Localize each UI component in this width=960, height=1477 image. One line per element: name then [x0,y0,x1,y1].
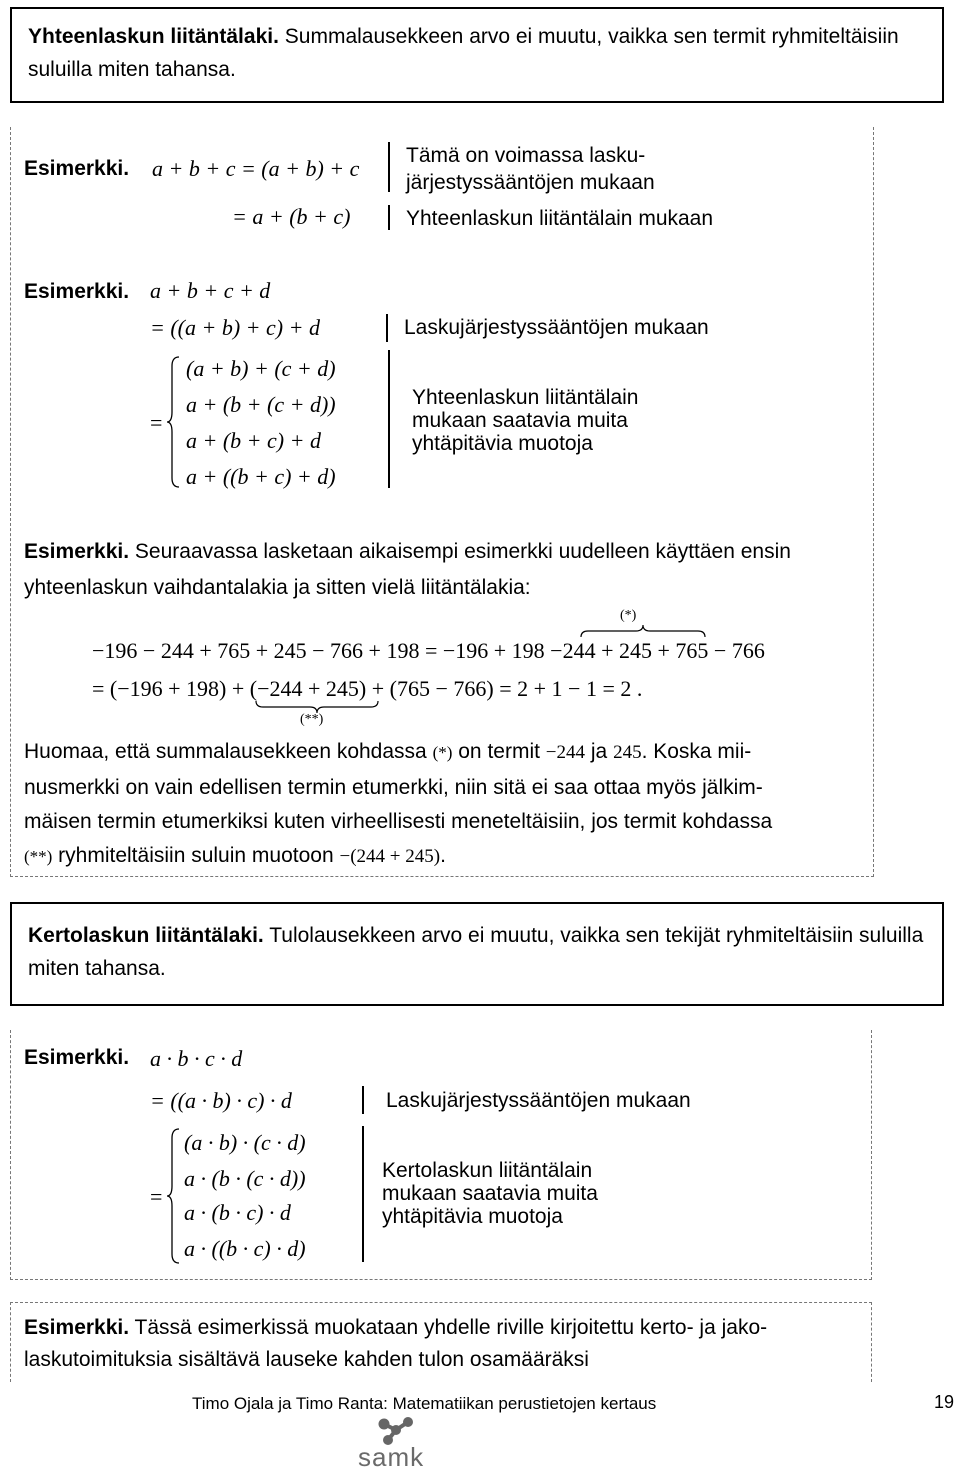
example-note: Laskujärjestyssääntöjen mukaan [386,1089,691,1112]
paragraph-text: . [440,844,446,867]
example-note: Yhteenlaskun liitäntälain mukaan [406,207,714,230]
equation-part: (−244 + 245) [249,676,367,701]
example-note: Tämä on voimassa lasku- [406,144,646,167]
theorem-body: Summalausekkeen arvo ei muutu, vaikka sen termit ryhmiteltäisiin suluilla miten tahansa. [28,25,899,81]
left-brace [166,356,180,488]
example-note: Laskujärjestyssääntöjen mukaan [404,316,709,339]
example-note: Yhteenlaskun liitäntälain [412,386,639,409]
theorem-heading: Yhteenlaskun liitäntälaki. [28,25,279,48]
divider [362,1126,364,1262]
example-label: Esimerkki. [24,157,130,180]
equation-part: + (765 − 766) = 2 + 1 − 1 = 2 . [371,676,643,701]
paragraph-text: on termit [458,740,540,763]
logo-text: samk [358,1442,425,1472]
page-number: 19 [934,1392,955,1412]
equivalent-form: a · ((b · c) · d) [184,1236,306,1261]
overbrace [580,624,706,638]
paragraph [24,1312,767,1344]
example-label: Esimerkki. [24,1046,130,1069]
equivalent-form: a + (b + (c + d)) [186,392,336,417]
theorem-body: Tulolausekkeen arvo ei muutu, vaikka sen tekijät ryhmiteltäisiin suluilla miten tahansa. [28,924,924,980]
paragraph [24,736,751,768]
example-note: yhtäpitävia muotoja [412,432,593,455]
paragraph-text: . Koska mii- [641,740,752,763]
left-brace [166,1128,180,1264]
equivalent-form: a · (b · (c · d)) [184,1166,306,1191]
equivalent-form: a · (b · c) · d [184,1200,291,1225]
example-note: Kertolaskun liitäntälain [382,1159,593,1182]
example-expression: = ((a · b) · c) · d [150,1088,292,1113]
paragraph-text: yhteenlaskun vaihdantalakia ja sitten vielä liitäntälakia: [24,576,531,599]
theorem-box-addition [10,7,944,103]
paragraph-text: ryhmiteltäisiin suluin muotoon [58,844,334,867]
example-expression: a + b + c = (a + b) + c [152,156,360,181]
divider [388,142,390,192]
equivalent-form: (a · b) · (c · d) [184,1130,306,1155]
equation-line [92,676,642,702]
divider [388,205,390,230]
equals-sign: = [150,1184,163,1209]
example-label: Esimerkki. [24,280,130,303]
paragraph-text: mäisen termin etumerkiksi kuten virheellisesti meneteltäisiin, jos termit kohdassa [24,810,773,833]
equals-sign: = [150,410,163,435]
equation-part: −244 + 245 [550,638,652,663]
example-expression: a · b · c · d [150,1046,243,1071]
example-note: järjestyssääntöjen mukaan [406,171,655,194]
divider [386,314,388,342]
paragraph-text: nusmerkki on vain edellisen termin etumerkki, niin sitä ei saa ottaa myös jälkim- [24,776,763,799]
equation-part: −196 − 244 + 765 + 245 − 766 + 198 = −196 + 198 [92,638,545,663]
example-label: Esimerkki. [24,1316,130,1339]
footer-source: Timo Ojala ja Timo Ranta: Matematiikan perustietojen kertaus [192,1394,657,1413]
paragraph-text: Seuraavassa lasketaan aikaisempi esimerkki uudelleen käyttäen ensin [134,540,791,563]
divider [388,350,390,488]
equivalent-form: (a + b) + (c + d) [186,356,336,381]
samk-logo [352,1412,442,1472]
example-expression: = ((a + b) + c) + d [150,315,320,340]
marker-starstar: (**) [300,712,324,727]
inline-math: −(244 + 245) [339,846,441,867]
example-note: yhtäpitävia muotoja [382,1205,563,1228]
theorem-heading: Kertolaskun liitäntälaki. [28,924,264,947]
example-note: mukaan saatavia muita [412,409,628,432]
marker-star: (*) [620,608,637,623]
equivalent-form: a + (b + c) + d [186,428,321,453]
example-area-multiplication [10,1030,872,1280]
equation-part: + 765 − 766 [657,638,765,663]
paragraph [24,536,791,568]
paragraph-text: ja [590,740,608,763]
marker-starstar: (**) [24,847,53,866]
example-expression: a + b + c + d [150,278,271,303]
theorem-text [28,21,928,86]
theorem-text [28,920,928,985]
example-label: Esimerkki. [24,540,130,563]
marker-star: (*) [432,743,453,762]
paragraph-text: Huomaa, että summalausekkeen kohdassa [24,740,427,763]
theorem-box-multiplication [10,902,944,1006]
example-note: mukaan saatavia muita [382,1182,598,1205]
equation-line [92,638,765,664]
inline-math: 245 [613,742,642,763]
inline-math: −244 [545,742,586,763]
equation-part: = (−196 + 198) + [92,676,245,701]
paragraph [24,840,446,872]
paragraph-text: laskutoimituksia sisältävä lauseke kahden tulon osamääräksi [24,1348,589,1371]
paragraph-text: Tässä esimerkissä muokataan yhdelle riville kirjoitettu kerto- ja jako- [134,1316,768,1339]
example-expression: = a + (b + c) [232,204,351,229]
divider [362,1086,364,1114]
equivalent-form: a + ((b + c) + d) [186,464,336,489]
